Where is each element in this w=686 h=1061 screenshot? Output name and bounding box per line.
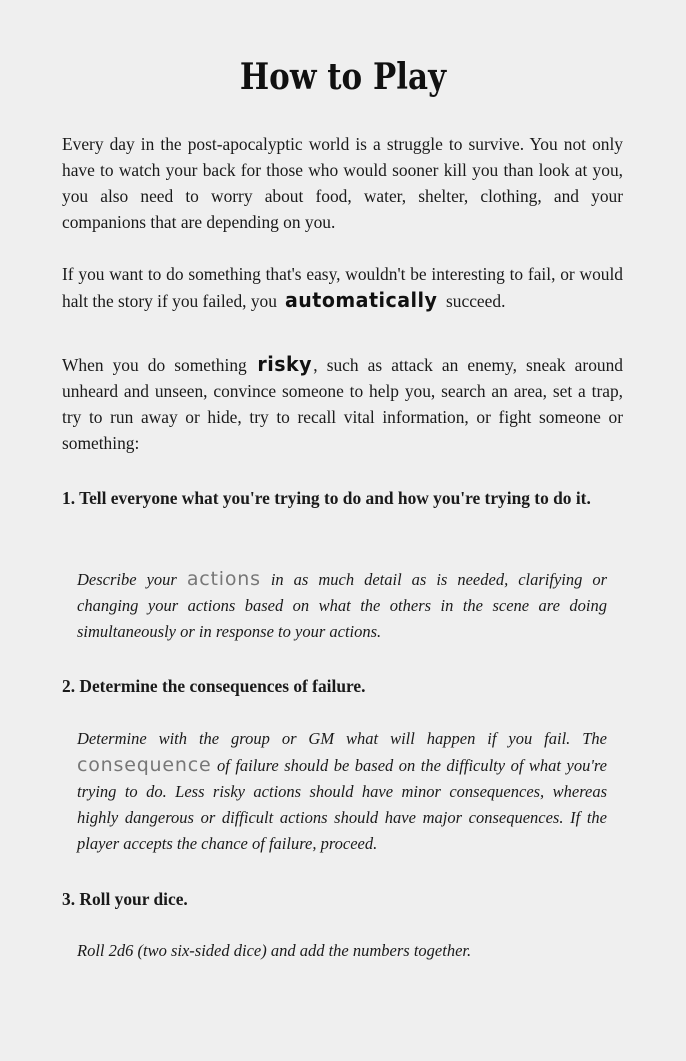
description-text: of failure should be based on the difficulty of what you're trying to do. Less risky actions should have minor consequences, whereas highly dangerous or difficult actions should have major consequences. If the player accepts the chance of failure, proceed.: [77, 756, 607, 853]
intro-paragraph: Every day in the post-apocalyptic world is a struggle to survive. You not only have to watch your back for those who would sooner kill you than look at you, you also need to worry about food, water, shelter, clothing, and your companions that are depending on you.: [62, 134, 623, 232]
page-title: How to Play: [239, 56, 447, 98]
easy-actions-paragraph: [62, 261, 623, 314]
paragraph-text: succeed.: [446, 291, 506, 311]
step-1-description: [77, 566, 607, 645]
paragraph-text: If you want to do something that's easy, wouldn't be interesting to fail, or would halt the story if you failed, you: [62, 264, 623, 311]
step-3-description: Roll 2d6 (two six-sided dice) and add the numbers together.: [77, 941, 472, 960]
paragraph-text: When you do something: [62, 355, 247, 375]
keyword-consequence: consequence: [77, 754, 212, 776]
description-text: Determine with the group or GM what will happen if you fail. The: [77, 729, 607, 748]
keyword-risky: risky: [257, 352, 312, 376]
step-3-heading: 3. Roll your dice.: [62, 889, 188, 909]
keyword-actions: actions: [186, 568, 261, 590]
step-1-heading: 1. Tell everyone what you're trying to do and how you're trying to do it.: [62, 488, 591, 508]
step-2-description: [77, 726, 607, 857]
description-text: in as much detail as is needed, clarifying or changing your actions based on what the others in the scene are doing simultaneously or in response to your actions.: [77, 570, 608, 641]
paragraph-text: , such as attack an enemy, sneak around unheard and unseen, convince someone to help you, search an area, set a trap, try to run away or hide, try to recall vital information, or fight someone or something:: [62, 355, 623, 453]
step-2-heading: 2. Determine the consequences of failure.: [62, 676, 366, 696]
description-text: Describe your: [77, 570, 177, 589]
risky-actions-paragraph: [62, 351, 623, 456]
keyword-automatically: automatically: [285, 288, 438, 312]
